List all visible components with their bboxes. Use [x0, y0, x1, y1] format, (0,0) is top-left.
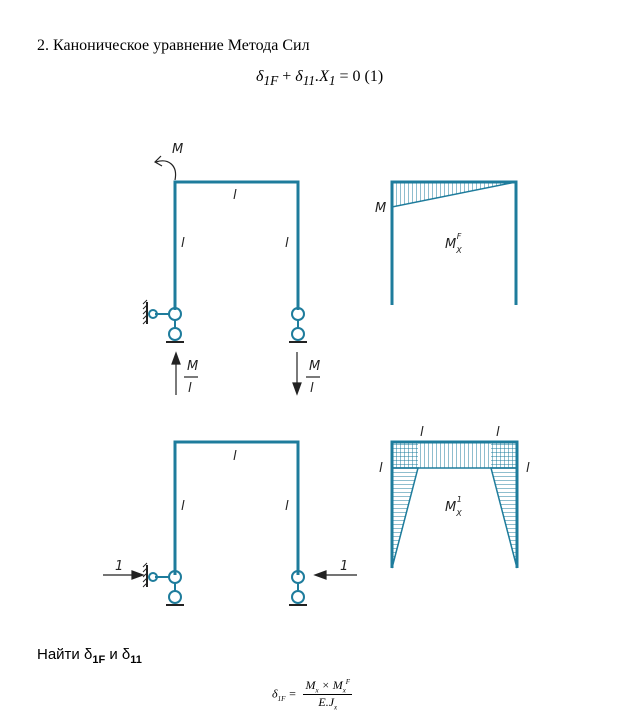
span-label-right-1: l — [285, 236, 289, 251]
mx1-label-left: l — [379, 461, 383, 476]
reaction-right-num: M — [309, 359, 321, 374]
moment-label: M — [172, 142, 184, 157]
section-heading: 2. Каноническое уравнение Метода Сил — [37, 37, 310, 54]
formula-delta-1f: $\delta_{1F}$ = $\frac{M_x \times M_x^F}{E.J_x}$ — [272, 678, 351, 712]
unit-load-left-label: 1 — [115, 559, 124, 574]
mx1-label-top-right: l — [496, 425, 500, 440]
mx1-label-right: l — [526, 461, 530, 476]
span-label-top-1: l — [233, 188, 237, 203]
mxf-moment-label: M — [375, 201, 387, 216]
frame-2-supports — [143, 563, 307, 605]
span-label-top-2: l — [233, 449, 237, 464]
mx1-label: $M_X1$ — [445, 495, 462, 518]
canonical-equation: $\delta_{1F} + \delta_{11}.X_1 = 0$ (1) — [256, 68, 384, 89]
span-label-left-2: l — [181, 499, 185, 514]
reaction-right-den: l — [310, 381, 314, 396]
mx1-label-top-left: l — [420, 425, 424, 440]
unit-load-right-label: 1 — [340, 559, 349, 574]
find-text: Найти $\delta_{1F}$ и $\delta_{11}$ — [37, 646, 142, 666]
moment-arrow — [155, 156, 176, 180]
span-label-left-1: l — [181, 236, 185, 251]
reaction-left-den: l — [188, 381, 192, 396]
reaction-left-num: M — [187, 359, 199, 374]
unit-load-arrows — [103, 571, 357, 579]
span-label-right-2: l — [285, 499, 289, 514]
frame-1-supports — [143, 300, 307, 342]
mxf-label: $M_XF$ — [445, 232, 462, 255]
